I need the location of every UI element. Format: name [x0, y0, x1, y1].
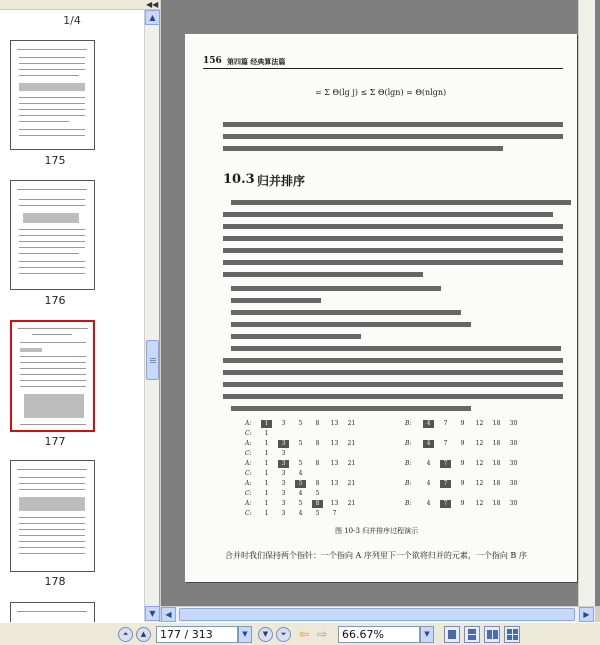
- figure-cell: 4: [426, 500, 431, 507]
- figure-cell: 21: [347, 440, 356, 447]
- last-page-icon[interactable]: ⏷: [276, 627, 291, 642]
- figure-cell: 4: [298, 490, 303, 497]
- figure-cell: 5: [298, 420, 303, 427]
- figure-cell: 18: [492, 440, 501, 447]
- scroll-right-icon[interactable]: ▶: [579, 607, 594, 622]
- forward-icon[interactable]: ⇨: [316, 627, 328, 641]
- figure-cell: 3: [278, 440, 289, 448]
- figure-cell: 12: [475, 440, 484, 447]
- figure-cell: 4: [298, 510, 303, 517]
- figure-cell: 5: [315, 510, 320, 517]
- figure-row-label: C:: [245, 450, 252, 457]
- previous-page-icon[interactable]: ▲: [136, 627, 151, 642]
- figure-cell: 30: [509, 460, 518, 467]
- figure-cell: 4: [423, 440, 434, 448]
- figure-cell: 8: [315, 480, 320, 487]
- figure-cell: 8: [312, 500, 323, 508]
- figure-row-label: B:: [405, 440, 412, 447]
- thumbnail-label: 176: [44, 294, 66, 307]
- figure-cell: 7: [440, 480, 451, 488]
- thumbnail-list: [0, 10, 144, 622]
- figure-cell: 30: [509, 500, 518, 507]
- figure-cell: 13: [330, 420, 339, 427]
- page-number-field[interactable]: 177 / 313: [156, 626, 238, 643]
- thumbnail-page-177[interactable]: [10, 320, 95, 432]
- figure-row-label: C:: [245, 490, 252, 497]
- collapse-panel-icon[interactable]: ◀◀: [146, 0, 159, 9]
- thumbnail-label: 175: [44, 154, 66, 167]
- figure-cell: 1: [264, 470, 269, 477]
- figure-cell: 4: [426, 460, 431, 467]
- figure-cell: 9: [460, 480, 465, 487]
- figure-cell: 5: [298, 460, 303, 467]
- figure-row-label: B:: [405, 480, 412, 487]
- figure-row-label: B:: [405, 420, 412, 427]
- zoom-dropdown-icon[interactable]: ▼: [420, 626, 434, 643]
- figure-cell: 5: [295, 480, 306, 488]
- figure-cell: 8: [315, 460, 320, 467]
- figure-cell: 8: [315, 440, 320, 447]
- figure-cell: 9: [460, 500, 465, 507]
- figure-cell: 7: [443, 420, 448, 427]
- thumbnail-page-175[interactable]: [10, 40, 95, 150]
- single-page-view-icon[interactable]: [444, 626, 460, 643]
- thumbnail-page-176[interactable]: [10, 180, 95, 290]
- thumbnail-scrollbar[interactable]: [144, 10, 159, 622]
- figure-row-label: A:: [245, 500, 252, 507]
- figure-cell: 30: [509, 480, 518, 487]
- figure-cell: 3: [281, 500, 286, 507]
- figure-cell: 4: [423, 420, 434, 428]
- figure-cell: 12: [475, 500, 484, 507]
- navigation-toolbar: [0, 622, 600, 645]
- section-title: 归并排序: [257, 174, 306, 188]
- figure-cell: 12: [475, 420, 484, 427]
- figure-cell: 5: [298, 440, 303, 447]
- page-dropdown-icon[interactable]: ▼: [238, 626, 252, 643]
- facing-view-icon[interactable]: [484, 626, 500, 643]
- figure-row-label: B:: [405, 460, 412, 467]
- figure-row-label: B:: [405, 500, 412, 507]
- figure-row-label: A:: [245, 440, 252, 447]
- header-rule: [203, 68, 563, 69]
- scroll-left-icon[interactable]: ◀: [161, 607, 176, 622]
- figure-cell: 1: [264, 490, 269, 497]
- figure-cell: 21: [347, 460, 356, 467]
- thumbnail-page-178[interactable]: [10, 460, 95, 572]
- figure-row-label: A:: [245, 420, 252, 427]
- figure-cell: 8: [315, 420, 320, 427]
- figure-cell: 18: [492, 500, 501, 507]
- figure-cell: 7: [332, 510, 337, 517]
- figure-cell: 1: [261, 420, 272, 428]
- figure-cell: 3: [281, 420, 286, 427]
- figure-cell: 3: [281, 510, 286, 517]
- next-page-icon[interactable]: ▼: [258, 627, 273, 642]
- figure-cell: 21: [347, 420, 356, 427]
- figure-cell: 18: [492, 480, 501, 487]
- figure-cell: 3: [281, 450, 286, 457]
- back-icon[interactable]: ⇦: [298, 627, 310, 641]
- figure-cell: 5: [315, 490, 320, 497]
- document-page: [185, 34, 577, 582]
- thumbnail-label: 178: [44, 575, 66, 588]
- figure-cell: 13: [330, 500, 339, 507]
- figure-row-label: A:: [245, 480, 252, 487]
- thumbnail-page-179[interactable]: [10, 602, 95, 622]
- figure-row-label: C:: [245, 470, 252, 477]
- figure-cell: 1: [264, 440, 269, 447]
- figure-cell: 3: [281, 470, 286, 477]
- figure-cell: 30: [509, 440, 518, 447]
- figure-cell: 7: [440, 500, 451, 508]
- thumbnail-panel-header: [0, 0, 160, 10]
- figure-cell: 1: [264, 460, 269, 467]
- figure-cell: 1: [264, 430, 269, 437]
- figure-cell: 12: [475, 460, 484, 467]
- figure-cell: 21: [347, 480, 356, 487]
- zoom-field[interactable]: 66.67%: [338, 626, 420, 643]
- thumbnail-label: 177: [44, 435, 66, 448]
- thumbnail-page-count: 1/4: [63, 14, 81, 27]
- horizontal-scroll-thumb[interactable]: [179, 608, 575, 621]
- figure-cell: 3: [278, 460, 289, 468]
- figure-cell: 7: [443, 440, 448, 447]
- figure-cell: 12: [475, 480, 484, 487]
- scroll-up-icon[interactable]: ▲: [145, 10, 160, 25]
- figure-cell: 1: [264, 500, 269, 507]
- figure-cell: 13: [330, 440, 339, 447]
- page-number: 156: [203, 56, 222, 66]
- formula: = Σ Θ(lg j) ≤ Σ Θ(lgn) = Θ(nlgn): [315, 88, 447, 97]
- figure-row-label: A:: [245, 460, 252, 467]
- thumbnail-panel: [0, 0, 160, 622]
- figure-cell: 9: [460, 440, 465, 447]
- figure-row-label: C:: [245, 510, 252, 517]
- viewer-horizontal-scrollbar[interactable]: [161, 606, 595, 622]
- figure-cell: 21: [347, 500, 356, 507]
- first-page-icon[interactable]: ⏶: [118, 627, 133, 642]
- figure-cell: 7: [440, 460, 451, 468]
- figure-cell: 9: [460, 460, 465, 467]
- figure-cell: 3: [281, 490, 286, 497]
- figure-cell: 1: [264, 450, 269, 457]
- page-header-title: 第四篇 经典算法篇: [227, 57, 286, 66]
- continuous-view-icon[interactable]: [464, 626, 480, 643]
- document-viewer[interactable]: [161, 0, 600, 606]
- figure-cell: 4: [298, 470, 303, 477]
- figure-cell: 18: [492, 460, 501, 467]
- figure-cell: 13: [330, 480, 339, 487]
- figure-cell: 1: [264, 480, 269, 487]
- figure-cell: 13: [330, 460, 339, 467]
- viewer-vertical-scrollbar[interactable]: [578, 0, 595, 606]
- figure-row-label: C:: [245, 430, 252, 437]
- scroll-down-icon[interactable]: ▼: [145, 606, 160, 621]
- figure-cell: 4: [426, 480, 431, 487]
- continuous-facing-view-icon[interactable]: [504, 626, 520, 643]
- figure-cell: 9: [460, 420, 465, 427]
- figure-cell: 30: [509, 420, 518, 427]
- thumbnail-scroll-thumb[interactable]: [146, 340, 159, 380]
- figure-cell: 1: [264, 510, 269, 517]
- figure-cell: 5: [298, 500, 303, 507]
- bottom-text-line: 合并时我们保持两个指针：一个指向 A 序列里下一个欲将归并的元素，一个指向 B 序: [225, 551, 527, 560]
- section-number: 10.3: [223, 172, 255, 187]
- figure-caption: 图 10-3 归并排序过程演示: [335, 527, 419, 535]
- figure-cell: 18: [492, 420, 501, 427]
- figure-cell: 3: [281, 480, 286, 487]
